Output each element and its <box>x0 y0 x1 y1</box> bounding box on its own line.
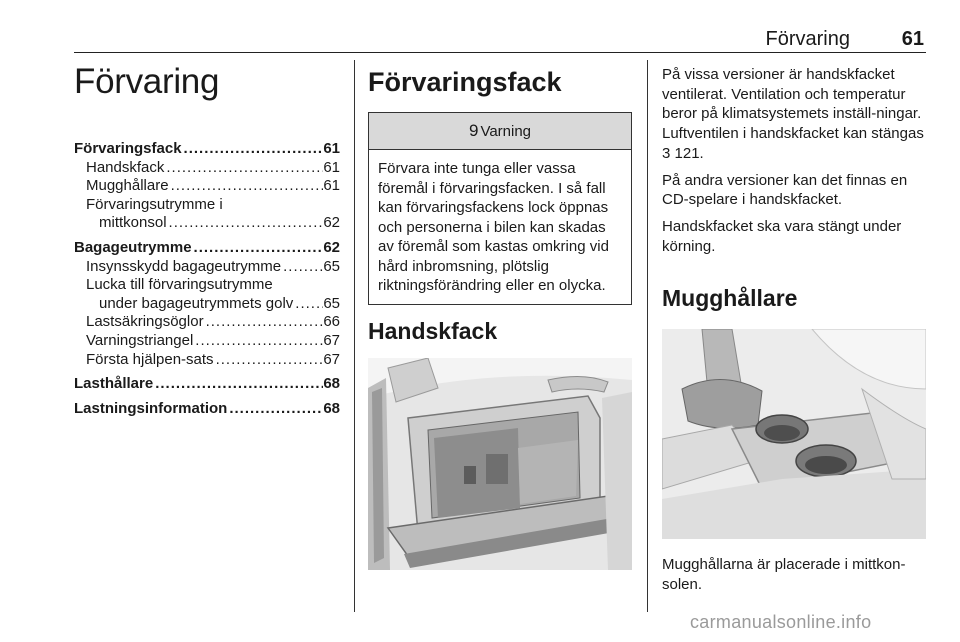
toc-entry-text: under bagageutrymmets golv <box>99 294 294 312</box>
toc-page-number: 65 <box>323 257 340 275</box>
toc-leader-dots <box>192 239 324 256</box>
toc-entry[interactable] <box>74 258 340 277</box>
toc-entry[interactable] <box>74 276 340 295</box>
toc-entry-text: Förvaringsutrymme i <box>86 195 223 213</box>
page-number: 61 <box>901 28 924 50</box>
toc-leader-dots <box>281 258 323 275</box>
toc-entry[interactable] <box>74 332 340 351</box>
cd-player-paragraph: På andra versioner kan det finnas en CD-spelare i handskfacket. <box>662 171 908 209</box>
warning-header <box>369 113 631 150</box>
glovebox-heading: Handskfack <box>368 317 498 344</box>
toc-entry[interactable] <box>74 140 340 159</box>
toc-entry[interactable] <box>74 351 340 370</box>
toc-entry-text: Bagageutrymme <box>74 238 192 256</box>
toc-entry[interactable] <box>74 313 340 332</box>
header-rule <box>74 52 926 53</box>
ventilation-text: På vissa versioner är handskfacket ventilerat. Ventilation och temperatur beror på klimatsystemets inställ-ningar. Luftventilen i handskfacket kan stängas <box>662 66 924 143</box>
header-title: Förvaring <box>765 28 850 50</box>
table-of-contents <box>74 140 340 418</box>
toc-leader-dots <box>204 313 324 330</box>
right-column <box>662 65 926 595</box>
toc-entry-text: Lastningsinformation <box>74 399 228 417</box>
toc-leader-dots <box>169 177 324 194</box>
toc-entry-text: Lucka till förvaringsutrymme <box>86 276 273 294</box>
toc-entry[interactable] <box>74 400 340 419</box>
watermark-footer: carmanualsonline.info <box>690 612 872 632</box>
toc-page-number: 65 <box>323 294 340 312</box>
chapter-title: Förvaring <box>74 62 220 101</box>
toc-leader-dots <box>214 351 324 368</box>
toc-page-number: 62 <box>323 214 340 232</box>
toc-leader-dots <box>227 400 323 417</box>
toc-leader-dots <box>153 375 323 392</box>
toc-entry[interactable] <box>74 239 340 258</box>
toc-entry[interactable] <box>74 177 340 196</box>
toc-entry-text: Varningstriangel <box>86 331 194 349</box>
cupholder-heading: Mugghållare <box>662 285 798 312</box>
toc-leader-dots <box>167 214 324 231</box>
section-title: Förvaringsfack <box>368 67 562 97</box>
column-divider <box>354 60 355 612</box>
closed-while-driving-paragraph: Handskfacket ska vara stängt under körning. <box>662 217 902 255</box>
toc-entry-text: Lasthållare <box>74 375 154 393</box>
toc-leader-dots <box>164 159 323 176</box>
warning-icon: 9 <box>468 121 479 140</box>
toc-entry-text: Lastsäkringsöglor <box>86 313 204 331</box>
page-header <box>74 28 926 52</box>
toc-page-number: 67 <box>323 331 340 349</box>
chapter-column <box>74 58 340 418</box>
toc-entry[interactable] <box>74 196 340 215</box>
toc-entry-text: Mugghållare <box>86 177 169 195</box>
warning-box <box>368 112 632 305</box>
warning-label: Varning <box>480 122 532 140</box>
storage-section <box>368 58 632 570</box>
toc-page-number: 68 <box>323 399 340 417</box>
toc-page-number: 61 <box>323 140 340 157</box>
arrow-reference-icon: 3 <box>662 144 671 162</box>
toc-entry[interactable] <box>74 214 340 233</box>
toc-entry-text: Insynsskydd bagageutrymme <box>86 257 282 275</box>
toc-leader-dots <box>193 332 323 349</box>
toc-entry-text: mittkonsol <box>99 214 167 232</box>
toc-page-number: 66 <box>323 313 340 331</box>
toc-page-number: 61 <box>323 158 340 176</box>
toc-entry[interactable] <box>74 375 340 394</box>
toc-entry-text: Förvaringsfack <box>74 140 182 157</box>
glovebox-illustration <box>368 358 632 570</box>
toc-page-number: 67 <box>323 350 340 368</box>
toc-entry-text: Första hjälpen-sats <box>86 350 214 368</box>
toc-entry-text: Handskfack <box>86 158 165 176</box>
toc-leader-dots <box>293 295 323 312</box>
cupholder-caption: Mugghållarna är placerade i mittkon-solen. <box>662 556 906 594</box>
toc-entry[interactable] <box>74 159 340 178</box>
toc-page-number: 62 <box>323 238 340 256</box>
reference-page: 121. <box>670 144 704 162</box>
ventilation-paragraph <box>662 65 926 164</box>
toc-leader-dots <box>182 140 324 157</box>
toc-page-number: 68 <box>323 375 340 393</box>
toc-page-number: 61 <box>323 177 340 195</box>
warning-text: Förvara inte tunga eller vassa föremål i förvaringsfacken. I så fall kan förvaringsfackens lock öppnas och personerna i bilen kan skadas av föremål som kastas omkring vid hård inbromsning, plötslig riktningsförändring eller en olycka. <box>378 160 609 294</box>
toc-entry[interactable] <box>74 295 340 314</box>
column-divider <box>647 60 648 612</box>
cupholder-illustration <box>662 329 926 539</box>
